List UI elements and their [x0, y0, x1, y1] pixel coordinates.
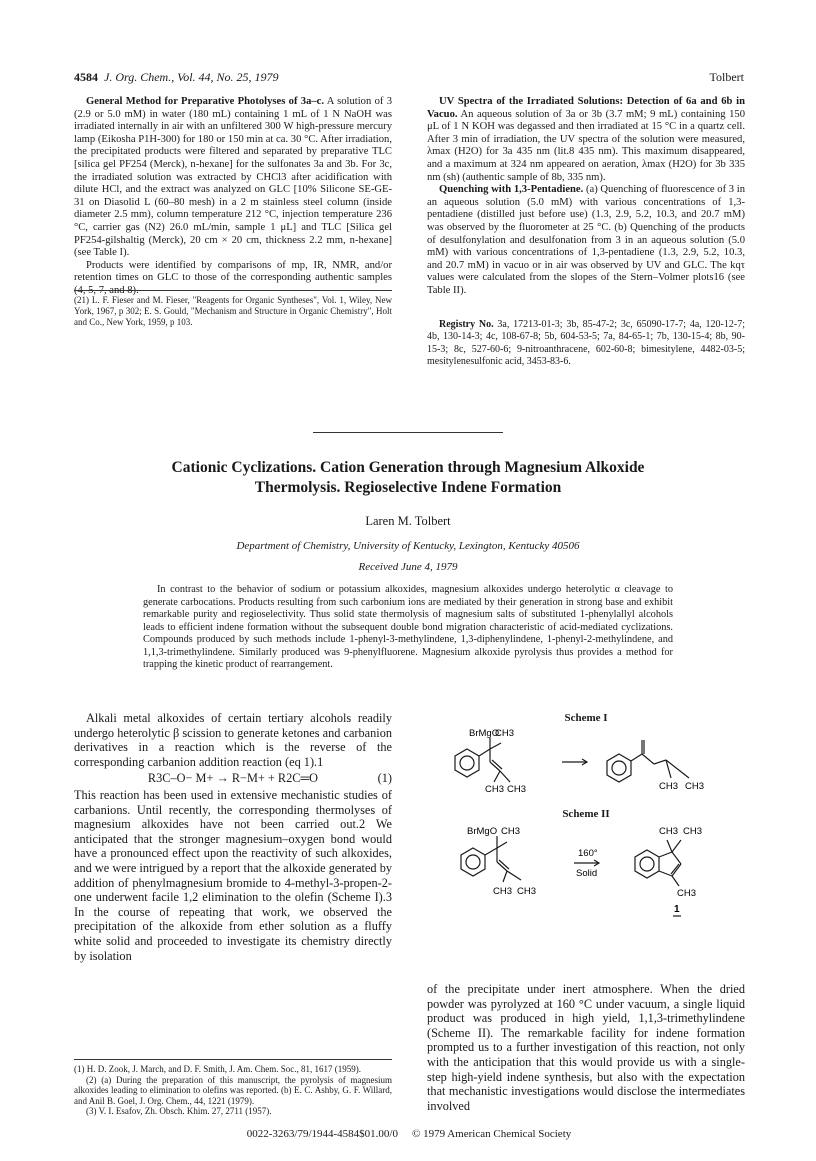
run-in-heading: Quenching with 1,3-Pentadiene.: [439, 184, 584, 196]
footnotes: [74, 1059, 392, 1117]
benzene-ring: [635, 850, 659, 878]
scheme-2-drawing: [427, 820, 745, 922]
equation-text: R3C–O− M+ → R−M+ + R2C═O: [147, 771, 319, 786]
registry-numbers: [427, 319, 745, 369]
scheme-label: Scheme I: [564, 712, 608, 724]
page-footer: [74, 1128, 744, 1140]
bond: [485, 848, 497, 855]
methyl-label: CH3: [659, 826, 679, 837]
article-code: 0022-3263/79/1944-4584$01.00/0: [246, 1128, 398, 1140]
methyl-label: CH3: [517, 886, 537, 897]
registry-text: 3a, 17213-01-3; 3b, 85-47-2; 3c, 65090-17-7; 4a, 120-12-7; 4b, 130-14-3; 4c, 108-67-8; 5b, 604-53-5; 7a, 84-65-1; 7b, 130-15-4; 8b, 90-15-3; 8c, 527-60-6; 9-nitroanthracene, 602-60-8; bimesitylene, 4482-03-5; mesitylenesulfonic acid, 3453-83-6.: [427, 319, 745, 368]
bond: [503, 871, 507, 882]
bond: [672, 864, 681, 876]
bond: [490, 743, 501, 749]
bond: [667, 840, 672, 852]
bond: [642, 754, 654, 764]
article-title: [120, 458, 696, 498]
reagent-label: BrMgO: [469, 728, 500, 739]
aromatic-circle: [640, 857, 654, 871]
bond: [507, 871, 521, 880]
scheme-2: [427, 808, 745, 922]
aromatic-circle: [466, 855, 480, 869]
header-author: Tolbert: [709, 70, 744, 84]
methyl-label: CH3: [685, 781, 705, 792]
received-date: Received June 4, 1979: [358, 561, 458, 573]
methyl-label: CH3: [683, 826, 703, 837]
reagent-label: BrMgO: [467, 826, 498, 837]
footnote-2: (2) (a) During the preparation of this manuscript, the pyrolysis of magnesium alkoxides leading to elimination to olefins was reported. (b) E. C. Ashby, G. F. Willard, and Anil B. Goel, J. Org. Chem., 44, 1221 (1979).: [74, 1074, 392, 1106]
bond: [654, 760, 666, 764]
equation-1: [74, 771, 392, 786]
bond: [659, 852, 672, 857]
bond: [666, 760, 689, 778]
bond: [631, 754, 642, 761]
body-left-column: [74, 711, 392, 963]
methyl-label: CH3: [659, 781, 679, 792]
paragraph: [427, 96, 745, 184]
page-number: 4584: [74, 70, 98, 84]
run-in-heading: General Method for Preparative Photolyses of 3a–c.: [86, 96, 325, 107]
article-divider: [313, 432, 503, 433]
footnote-21: (21) L. F. Fieser and M. Fieser, "Reagents for Organic Syntheses", Vol. 1, Wiley, New York, 1967, p 302; E. S. Gould, "Mechanism and Structure in Organic Chemistry", Holt and Co., New York, 1959, p 103.: [74, 290, 392, 328]
scheme-label: Scheme II: [562, 808, 610, 820]
paragraph-text: A solution of 3 (2.9 or 5.0 mM) in water (180 mL) containing 1 mL of 1 N NaOH was irradiated internally in air with an unfiltered 300 W high-pressure mercury lamp (Eikosha P1H-300) for 180 or 150 min at ca. 30 °C. After irradiation, the precipitated products were filtered and separated by preparative TLC [silica gel PF254 (Merck), n-hexane] for the sulfonates 3a and 3b. For 3c, the irradiated solution was extracted by CHCl3 after acidification with dilute HCl, and the extract was analyzed on GLC [10% Silicone SE-GE-31 on Diasolid L (60–80 mesh) in a 2 m stainless steel column (inside diameter 2.5 mm), column temperature 212 °C, injection temperature 236 °C, carrier gas (N2) 26.0 mL/min, sample 1 μL] and TLC [Silica gel PF254-gilshaltig (Merck), 20 cm × 20 cm, thickness 2.2 mm, n-hexane] (see Table I).: [74, 96, 392, 259]
header-left: [74, 70, 279, 85]
condition-temperature: 160°: [578, 848, 598, 859]
bond: [500, 771, 510, 782]
paragraph: [74, 96, 392, 260]
aromatic-circle: [460, 756, 474, 770]
running-header: [74, 70, 744, 86]
paragraph: Alkali metal alkoxides of certain tertiary alcohols readily undergo heterolytic β scission to generate ketones and carbanion derivatives in a reaction which is the reverse of the corresponding carbanion addition reaction (eq 1).1: [74, 711, 392, 769]
author-name: Laren M. Tolbert: [365, 514, 451, 528]
bond: [494, 771, 500, 782]
bond: [672, 852, 681, 864]
experimental-right-column: [427, 96, 745, 298]
body-right-column: of the precipitate under inert atmosphere. When the dried powder was pyrolyzed at 160 °C under vacuum, a single liquid product was produced in high yield, 1,1,3-trimethylindene (Scheme II). The remarkable facility for indene formation prompted us to a further investigation of this reaction, not only with the anticipation that this would provide us with a single-step high-yield indene synthesis, but also with the expectation that mechanistic investigations would disclose the intermediates involved: [427, 982, 745, 1113]
bond: [672, 876, 679, 886]
paragraph: [427, 184, 745, 297]
equation-number: (1): [377, 771, 392, 786]
benzene-ring: [461, 848, 485, 876]
bond: [479, 749, 490, 756]
copyright: © 1979 American Chemical Society: [411, 1128, 572, 1140]
methyl-label: CH3: [501, 826, 521, 837]
methyl-label: CH3: [495, 728, 515, 739]
paragraph-text: An aqueous solution of 3a or 3b (3.7 mM; 9 mL) containing 150 μL of 1 N KOH was degassed and then irradiated at 15 °C in a quartz cell. After 3 min of irradiation, the UV spectra of the solution were measured, λmax (H2O) for 3a 435 nm (lit.8 435 nm). This maximum disappeared, and a maximum at 324 nm appeared on aeration, λmax (H2O) for 3b 335 nm (sh) (authentic sample of 8b, 335 nm).: [427, 108, 745, 183]
bond: [659, 871, 672, 876]
journal-citation: J. Org. Chem., Vol. 44, No. 25, 1979: [104, 70, 279, 84]
benzene-ring: [455, 749, 479, 777]
paragraph: This reaction has been used in extensive mechanistic studies of carbanions. Until recently, the corresponding thermolyses of magnesium alkoxides have not been carried out.2 We anticipated that the stronger magnesium–oxygen bond would have a pronounced effect upon the reactivity of such alkoxides, and we were intrigued by a report that the alkoxide generated by addition of phenylmagnesium bromide to 4-methyl-3-propen-2-one underwent facile 1,2 elimination to the olefin (Scheme I).3 In the course of repeating that work, we observed the precipitation of the alkoxide from ether solution as a fluffy white solid and proceeded to investigate its chemistry directly by isolation: [74, 787, 392, 963]
aromatic-circle: [612, 761, 626, 775]
methyl-label: CH3: [493, 886, 513, 897]
title-line: Thermolysis. Regioselective Indene Formation: [254, 479, 562, 496]
run-in-heading: UV Spectra of the Irradiated Solutions: Detection of 6a and 6b in Vacuo.: [427, 96, 745, 120]
paragraph: Products were identified by comparisons of mp, IR, NMR, and/or retention times on GLC to those of the corresponding authentic samples (4, 5, 7, and 8).: [74, 259, 392, 296]
scheme-1-drawing: [427, 724, 745, 802]
bond: [672, 840, 681, 852]
experimental-left-column: [74, 96, 392, 298]
registry-heading: Registry No.: [439, 319, 494, 330]
title-line: Cationic Cyclizations. Cation Generation through Magnesium Alkoxide: [171, 459, 645, 476]
condition-phase: Solid: [576, 868, 598, 879]
benzene-ring: [607, 754, 631, 782]
methyl-label: CH3: [507, 784, 527, 795]
affiliation: Department of Chemistry, University of Kentucky, Lexington, Kentucky 40506: [236, 540, 580, 552]
scheme-1: [427, 712, 745, 802]
bond: [497, 842, 507, 848]
methyl-label: CH3: [677, 888, 697, 899]
methyl-label: CH3: [485, 784, 505, 795]
footnote-1: (1) H. D. Zook, J. March, and D. F. Smith, J. Am. Chem. Soc., 81, 1617 (1959).: [74, 1064, 362, 1074]
paragraph-text: (a) Quenching of fluorescence of 3 in an aqueous solution (5.0 mM) with various concentrations of 1,3-pentadiene (distilled just before use) (1.3, 2.9, 5.2, 10.3, and 20.7 mM) was observed by the fluorometer at 25 °C. (b) Quenching of the products of desulfonylation and desulfonation from 3 in an aqueous solution (5.0 mM) with various concentrations of 1,3-pentadiene (1.3, 2.9, 5.2, 10.3, and 20.7 mM) in vacuo or in air was observed by UV and GLC. The kqτ values were calculated from the slopes of the Stern–Volmer plots16 (see Table II).: [427, 184, 745, 296]
footnote-3: (3) V. I. Esafov, Zh. Obsch. Khim. 27, 2711 (1957).: [86, 1106, 272, 1117]
compound-number: 1: [674, 904, 680, 915]
abstract: In contrast to the behavior of sodium or potassium alkoxides, magnesium alkoxides undergo heterolytic α cleavage to generate carbocations. Products resulting from such carbonium ions are mediated by their generation in strong base and exhibit remarkable purity and regioselectivity. Thus solid state thermolysis of magnesium salts of substituted 1-phenylallyl alcohols leads to efficient indene formation without the subsequent double bond migration characteristic of acid-mediated cyclizations. Compounds produced by such methods include 1-phenyl-3-methylindene, 1,3-diphenylindene, 1-phenyl-2-methylindene, and 1,1,3-trimethylindene. Similarly produced was 9-phenylfluorene. Magnesium alkoxide pyrolysis thus provides a method for trapping the kinetic product of rearrangement.: [143, 584, 673, 670]
